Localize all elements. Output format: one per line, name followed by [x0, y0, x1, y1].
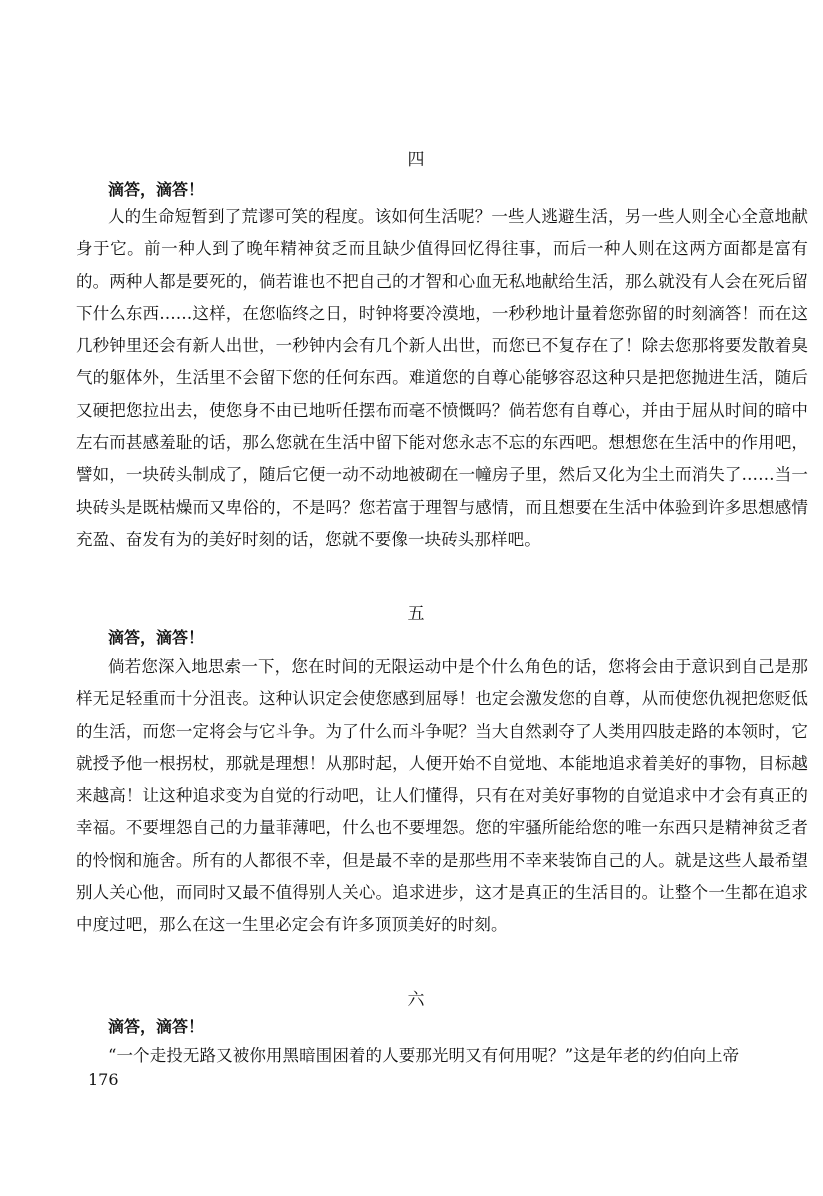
- section-6-paragraph: “一个走投无路又被你用黑暗围困着的人要那光明又有何用呢？”这是年老的约伯向上帝: [108, 1046, 740, 1065]
- section-heading-5: 五: [407, 604, 425, 624]
- section-heading-6: 六: [407, 990, 425, 1010]
- tick-tock-line-6: 滴答，滴答！: [108, 1017, 205, 1036]
- page-number: 176: [88, 1070, 119, 1089]
- section-heading-4: 四: [407, 150, 425, 170]
- book-page: [76, 0, 808, 1196]
- tick-tock-line-4: 滴答，滴答！: [108, 180, 205, 199]
- tick-tock-line-5: 滴答，滴答！: [108, 628, 205, 647]
- section-5-paragraph: 倘若您深入地思索一下，您在时间的无限运动中是个什么角色的话，您将会由于意识到自己是那样无足轻重而十分沮丧。这种认识定会使您感到屈辱！也定会激发您的自尊，从而使您仇视把您贬低的生活，而您一定将会与它斗争。为了什么而斗争呢？当大自然剥夺了人类用四肢走路的本领时，它就授予他一根拐杖，那就是理想！从那时起，人便开始不自觉地、本能地追求着美好的事物，目标越来越高！让这种追求变为自觉的行动吧，让人们懂得，只有在对美好事物的自觉追求中才会有真正的幸福。不要埋怨自己的力量菲薄吧，什么也不要埋怨。您的牢骚所能给您的唯一东西只是精神贫乏者的怜悯和施舍。所有的人都很不幸，但是最不幸的是那些用不幸来装饰自己的人。就是这些人最希望别人关心他，而同时又最不值得别人关心。追求进步，这才是真正的生活目的。让整个一生都在追求中度过吧，那么在这一生里必定会有许多顶顶美好的时刻。: [76, 657, 808, 935]
- section-4-paragraph: 人的生命短暂到了荒谬可笑的程度。该如何生活呢？一些人逃避生活，另一些人则全心全意地献身于它。前一种人到了晚年精神贫乏而且缺少值得回忆得往事，而后一种人则在这两方面都是富有的。两种人都是要死的，倘若谁也不把自己的才智和心血无私地献给生活，那么就没有人会在死后留下什么东西……这样，在您临终之日，时钟将要冷漠地，一秒秒地计量着您弥留的时刻滴答！而在这几秒钟里还会有新人出世，一秒钟内会有几个新人出世，而您已不复存在了！除去您那将要发散着臭气的躯体外，生活里不会留下您的任何东西。难道您的自尊心能够容忍这种只是把您抛进生活，随后又硬把您拉出去，使您身不由已地听任摆布而毫不愤慨吗？倘若您有自尊心，并由于屈从时间的暗中左右而甚感羞耻的话，那么您就在生活中留下能对您永志不忘的东西吧。想想您在生活中的作用吧，譬如，一块砖头制成了，随后它便一动不动地被砌在一幢房子里，然后又化为尘土而消失了……当一块砖头是既枯燥而又卑俗的，不是吗？您若富于理智与感情，而且想要在生活中体验到许多思想感情充盈、奋发有为的美好时刻的话，您就不要像一块砖头那样吧。: [76, 207, 808, 549]
